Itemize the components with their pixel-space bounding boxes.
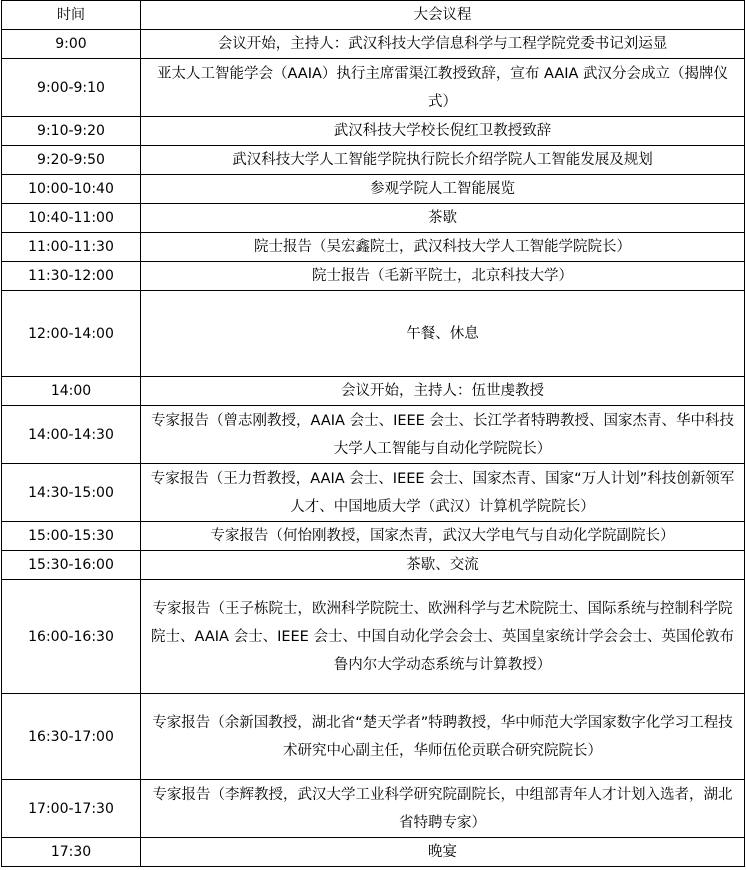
- row-agenda: 专家报告（李辉教授，武汉大学工业科学研究院副院长，中组部青年人才计划入选者，湖北省特聘专家）: [141, 780, 745, 838]
- row-time: 15:30-16:00: [2, 551, 141, 580]
- table-row: [2, 522, 745, 551]
- table-row: [2, 780, 745, 838]
- table-header-row: [2, 1, 745, 30]
- table-row: [2, 464, 745, 522]
- row-time: 9:00-9:10: [2, 59, 141, 117]
- row-time: 10:40-11:00: [2, 204, 141, 233]
- row-agenda: 会议开始，主持人：伍世虔教授: [141, 377, 745, 406]
- row-agenda: 晚宴: [141, 838, 745, 867]
- row-time: 16:00-16:30: [2, 580, 141, 694]
- row-time: 14:30-15:00: [2, 464, 141, 522]
- table-row: [2, 262, 745, 291]
- row-agenda: 专家报告（余新国教授，湖北省“楚天学者”特聘教授，华中师范大学国家数字化学习工程技术研究中心副主任，华师伍伦贡联合研究院院长）: [141, 694, 745, 780]
- table-row: [2, 838, 745, 867]
- row-time: 11:00-11:30: [2, 233, 141, 262]
- row-agenda: 院士报告（毛新平院士，北京科技大学）: [141, 262, 745, 291]
- header-time: 时间: [2, 1, 141, 30]
- row-agenda: 武汉科技大学人工智能学院执行院长介绍学院人工智能发展及规划: [141, 146, 745, 175]
- table-row: [2, 204, 745, 233]
- table-row: [2, 175, 745, 204]
- table-row: [2, 580, 745, 694]
- row-time: 9:00: [2, 30, 141, 59]
- row-time: 17:00-17:30: [2, 780, 141, 838]
- row-agenda: 专家报告（王力哲教授，AAIA 会士、IEEE 会士、国家杰青、国家“万人计划”科技创新领军人才、中国地质大学（武汉）计算机学院院长）: [141, 464, 745, 522]
- table-row: [2, 59, 745, 117]
- row-time: 14:00-14:30: [2, 406, 141, 464]
- row-agenda: 亚太人工智能学会（AAIA）执行主席雷渠江教授致辞，宣布 AAIA 武汉分会成立（揭牌仪式）: [141, 59, 745, 117]
- row-time: 16:30-17:00: [2, 694, 141, 780]
- row-time: 12:00-14:00: [2, 291, 141, 377]
- table-row: [2, 291, 745, 377]
- row-agenda: 专家报告（曾志刚教授，AAIA 会士、IEEE 会士、长江学者特聘教授、国家杰青、华中科技大学人工智能与自动化学院院长）: [141, 406, 745, 464]
- row-agenda: 茶歇: [141, 204, 745, 233]
- row-agenda: 专家报告（何怡刚教授，国家杰青，武汉大学电气与自动化学院副院长）: [141, 522, 745, 551]
- row-agenda: 参观学院人工智能展览: [141, 175, 745, 204]
- header-agenda: 大会议程: [141, 1, 745, 30]
- row-time: 14:00: [2, 377, 141, 406]
- row-time: 10:00-10:40: [2, 175, 141, 204]
- row-time: 9:10-9:20: [2, 117, 141, 146]
- row-time: 9:20-9:50: [2, 146, 141, 175]
- row-agenda: 院士报告（吴宏鑫院士，武汉科技大学人工智能学院院长）: [141, 233, 745, 262]
- table-row: [2, 377, 745, 406]
- row-agenda: 专家报告（王子栋院士，欧洲科学院院士、欧洲科学与艺术院院士、国际系统与控制科学院院士、AAIA 会士、IEEE 会士、中国自动化学会会士、英国皇家统计学会会士、英国伦敦布鲁内尔大学动态系统与计算教授）: [141, 580, 745, 694]
- agenda-table: [1, 0, 745, 867]
- row-time: 11:30-12:00: [2, 262, 141, 291]
- row-agenda: 午餐、休息: [141, 291, 745, 377]
- table-row: [2, 146, 745, 175]
- row-agenda: 会议开始，主持人：武汉科技大学信息科学与工程学院党委书记刘运显: [141, 30, 745, 59]
- table-row: [2, 551, 745, 580]
- row-agenda: 茶歇、交流: [141, 551, 745, 580]
- table-row: [2, 233, 745, 262]
- row-time: 17:30: [2, 838, 141, 867]
- table-row: [2, 694, 745, 780]
- row-time: 15:00-15:30: [2, 522, 141, 551]
- table-row: [2, 30, 745, 59]
- table-row: [2, 406, 745, 464]
- row-agenda: 武汉科技大学校长倪红卫教授致辞: [141, 117, 745, 146]
- table-row: [2, 117, 745, 146]
